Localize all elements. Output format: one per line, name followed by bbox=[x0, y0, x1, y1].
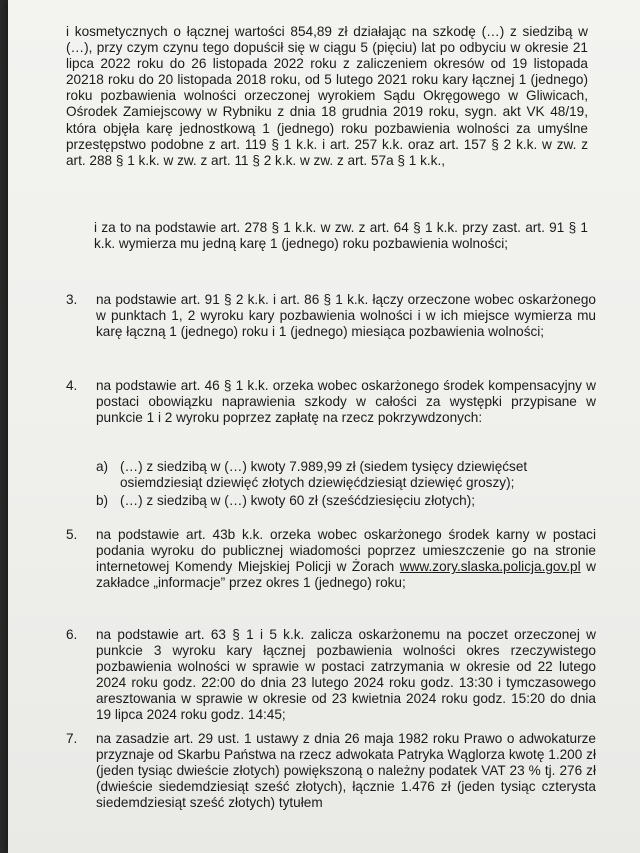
sub-item-a bbox=[96, 459, 588, 491]
list-item-text: na podstawie art. 91 § 2 k.k. i art. 86 § 1 k.k. łączy orzeczone wobec oskarżonego w punktach 1, 2 wyroku kary pozbawienia wolności i w ich miejsce wymierza mu karę łączną 1 (jednego) roku i 1 (jednego) miesiąca pozbawienia wolności; bbox=[96, 292, 596, 340]
list-item-number: 7. bbox=[66, 731, 78, 746]
sub-item-text: (…) z siedzibą w (…) kwoty 60 zł (sześćdziesięciu złotych); bbox=[120, 493, 476, 508]
sentence-paragraph bbox=[94, 220, 588, 252]
list-item-number: 4. bbox=[66, 378, 78, 393]
list-item-text bbox=[96, 527, 596, 591]
list-item-text-after: w zakładce „informacje” przez okres 1 (jednego) roku; bbox=[96, 559, 596, 591]
sentence-text: i za to na podstawie art. 278 § 1 k.k. w zw. z art. 64 § 1 k.k. przy zast. art. 91 § 1 k.k. wymierza mu jedną karę 1 (jednego) roku pozbawienia wolności; bbox=[94, 220, 588, 252]
sub-item-text: (…) z siedzibą w (…) kwoty 7.989,99 zł (siedem tysięcy dziewięćset osiemdziesiąt dziewięć złotych dziewięćdziesiąt dziewięć groszy); bbox=[120, 459, 528, 491]
list-item-6 bbox=[66, 627, 596, 724]
sub-item-label: b) bbox=[96, 493, 109, 508]
list-item-number: 5. bbox=[66, 527, 78, 542]
document-page bbox=[8, 0, 640, 853]
list-item-7 bbox=[66, 731, 596, 811]
list-item-text-before: na podstawie art. 43b k.k. orzeka wobec oskarżonego środek karny w postaci podania wyroku do publicznej wiadomości poprzez umieszczenie go na stronie internetowej Komendy Miejskiej Policji w Żorach bbox=[96, 527, 596, 575]
list-item-5 bbox=[66, 527, 596, 591]
intro-paragraph bbox=[66, 24, 588, 169]
list-item-text: na podstawie art. 63 § 1 i 5 k.k. zalicza oskarżonemu na poczet orzeczonej w punkcie 3 wyroku kary łącznej pozbawienia wolności okres rzeczywistego pozbawienia wolności w sprawie w postaci zatrzymania w okresie od 22 lutego 2024 roku godz. 22:00 do dnia 23 lutego 2024 roku godz. 13:30 i tymczasowego aresztowania w sprawie w okresie od 23 kwietnia 2024 roku godz. 15:20 do dnia 19 lipca 2024 roku godz. 14:45; bbox=[96, 627, 596, 723]
list-item-number: 6. bbox=[66, 627, 78, 642]
intro-text: i kosmetycznych o łącznej wartości 854,89 zł działając na szkodę (…) z siedzibą w (…), przy czym czynu tego dopuścił się w ciągu 5 (pięciu) lat po odbyciu w okresie 21 lipca 2022 roku do 26 listopada 2022 roku z zaliczeniem okresów od 19 listopada 20218 roku do 20 listopada 2018 roku, od 5 lutego 2021 roku kary łącznej 1 (jednego) roku pozbawienia wolności orzeczonej wyrokiem Sądu Okręgowego w Gliwicach, Ośrodek Zamiejscowy w Rybniku z dnia 18 grudnia 2019 roku, sygn. akt VK 48/19, która objęła karę jednostkową 1 (jednego) roku pozbawienia wolności za umyślne przestępstwo podobne z art. 119 § 1 k.k. i art. 257 k.k. oraz art. 157 § 2 k.k. w zw. z art. 288 § 1 k.k. w zw. z art. 11 § 2 k.k. w zw. z art. 57a § 1 k.k., bbox=[66, 24, 588, 168]
list-item-4 bbox=[66, 378, 596, 426]
sub-item-b bbox=[96, 493, 588, 509]
list-item-text: na zasadzie art. 29 ust. 1 ustawy z dnia 26 maja 1982 roku Prawo o adwokaturze przyznaje od Skarbu Państwa na rzecz adwokata Patryka Wąglorza kwotę 1.200 zł (jeden tysiąc dwieście złotych) powiększoną o należny podatek VAT 23 % tj. 276 zł (dwieście siedemdziesiąt sześć złotych), łącznie 1.476 zł (jeden tysiąc czterysta siedemdziesiąt sześć złotych) tytułem bbox=[96, 731, 596, 811]
list-item-3 bbox=[66, 292, 596, 340]
police-website-link[interactable]: www.zory.slaska.policja.gov.pl bbox=[399, 559, 581, 575]
sub-item-label: a) bbox=[96, 459, 109, 474]
list-item-text: na podstawie art. 46 § 1 k.k. orzeka wobec oskarżonego środek kompensacyjny w postaci obowiązku naprawienia szkody w całości za występki przypisane w punkcie 1 i 2 wyroku poprzez zapłatę na rzecz pokrzywdzonych: bbox=[96, 378, 596, 426]
list-item-number: 3. bbox=[66, 292, 78, 307]
